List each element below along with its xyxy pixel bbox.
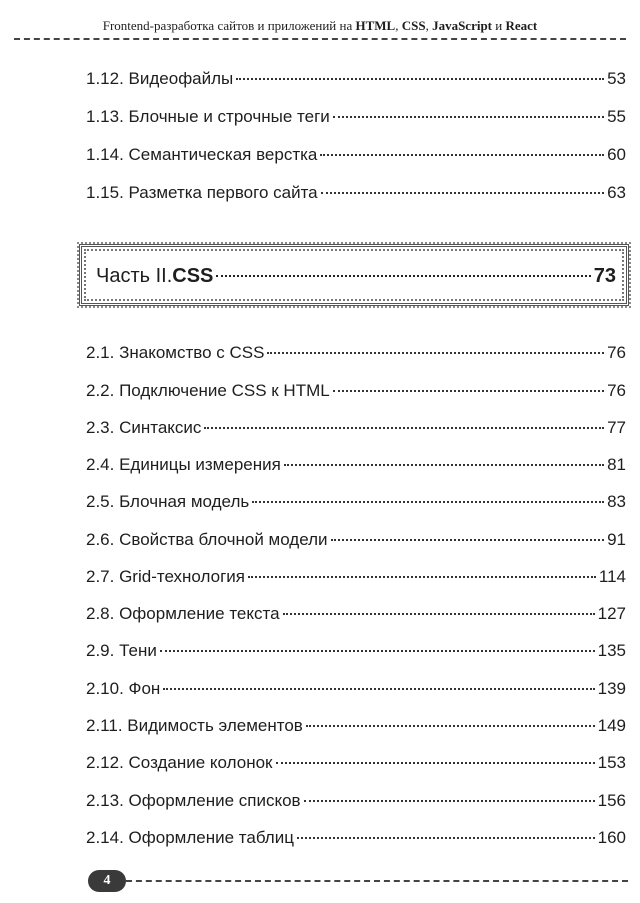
dot-leader bbox=[333, 116, 604, 118]
dot-leader bbox=[321, 192, 604, 194]
toc-entry-page: 156 bbox=[597, 791, 626, 810]
header-html: HTML bbox=[355, 18, 396, 33]
toc-entry-title: 1.12. Видеофайлы bbox=[86, 69, 234, 88]
toc-entry-title: 1.13. Блочные и строчные теги bbox=[86, 107, 330, 126]
toc-entry[interactable] bbox=[86, 714, 626, 738]
toc-entry-title: 2.3. Синтаксис bbox=[86, 418, 202, 437]
header-sep-2: , bbox=[425, 18, 433, 33]
dot-leader bbox=[331, 539, 605, 541]
toc-entry-title: 2.8. Оформление текста bbox=[86, 604, 280, 623]
toc-entry-title: 2.2. Подключение CSS к HTML bbox=[86, 381, 330, 400]
toc-entry[interactable] bbox=[86, 490, 626, 514]
dot-leader bbox=[160, 650, 595, 652]
toc-entry-page: 127 bbox=[597, 604, 626, 623]
toc-entry[interactable] bbox=[86, 528, 626, 552]
toc-entry-title: 1.14. Семантическая верстка bbox=[86, 145, 318, 164]
toc-entry[interactable] bbox=[86, 602, 626, 626]
dot-leader bbox=[304, 800, 595, 802]
toc-entry-title: 2.11. Видимость элементов bbox=[86, 716, 303, 735]
header-sep-1: , bbox=[395, 18, 402, 33]
toc-entry-title: 2.14. Оформление таблиц bbox=[86, 828, 294, 847]
toc-entry-title: 2.6. Свойства блочной модели bbox=[86, 530, 328, 549]
toc-entry-title: 2.9. Тени bbox=[86, 641, 157, 660]
toc-entry-page: 149 bbox=[597, 716, 626, 735]
dot-leader bbox=[283, 613, 595, 615]
toc-entry[interactable] bbox=[86, 379, 626, 403]
toc-entry-page: 114 bbox=[598, 567, 626, 586]
toc-entry-title: 2.5. Блочная модель bbox=[86, 492, 250, 511]
toc-entry[interactable] bbox=[86, 789, 626, 813]
toc-entry[interactable] bbox=[86, 416, 626, 440]
header-react: React bbox=[505, 18, 538, 33]
toc-entry-title: 2.1. Знакомство с CSS bbox=[86, 343, 265, 362]
toc-entry[interactable] bbox=[86, 751, 626, 775]
toc-entry-page: 139 bbox=[597, 679, 626, 698]
toc-entry-title: 2.4. Единицы измерения bbox=[86, 455, 281, 474]
dot-leader bbox=[236, 78, 604, 80]
toc-entry-page: 63 bbox=[607, 183, 626, 202]
toc-entry[interactable] bbox=[86, 826, 626, 850]
toc-entry[interactable] bbox=[86, 677, 626, 701]
toc-entry[interactable] bbox=[86, 341, 626, 365]
dot-leader bbox=[297, 837, 595, 839]
dot-leader bbox=[333, 390, 604, 392]
toc-entry-page: 135 bbox=[597, 641, 626, 660]
dot-leader bbox=[276, 762, 595, 764]
toc-entry-title: 2.13. Оформление списков bbox=[86, 791, 301, 810]
header-and: и bbox=[492, 18, 506, 33]
header-prefix: Frontend-разработка сайтов и приложений на bbox=[102, 18, 356, 33]
dot-leader bbox=[204, 427, 604, 429]
dot-leader bbox=[320, 154, 604, 156]
header-javascript: JavaScript bbox=[432, 18, 493, 33]
toc-entry-page: 83 bbox=[607, 492, 626, 511]
toc-entry[interactable] bbox=[86, 105, 626, 129]
toc-entry[interactable] bbox=[86, 143, 626, 167]
part-heading-label: Часть II. bbox=[96, 265, 173, 287]
footer-rule bbox=[126, 880, 628, 882]
part-heading-page: 73 bbox=[593, 265, 616, 287]
header-css: CSS bbox=[401, 18, 426, 33]
toc-entry-page: 53 bbox=[607, 69, 626, 88]
toc-entry-page: 55 bbox=[607, 107, 626, 126]
toc-entry-page: 81 bbox=[607, 455, 626, 474]
dot-leader bbox=[306, 725, 595, 727]
toc-entry-title: 2.10. Фон bbox=[86, 679, 161, 698]
toc-entry[interactable] bbox=[86, 639, 626, 663]
toc-entry-title: 2.7. Grid-технология bbox=[86, 567, 245, 586]
toc-entry-page: 77 bbox=[607, 418, 626, 437]
dot-leader bbox=[163, 688, 594, 690]
toc-entry[interactable] bbox=[86, 181, 626, 205]
toc-entry-page: 60 bbox=[607, 145, 626, 164]
toc-entry-page: 76 bbox=[607, 343, 626, 362]
running-header bbox=[0, 18, 640, 34]
dot-leader bbox=[216, 275, 590, 277]
toc-entry-page: 76 bbox=[607, 381, 626, 400]
toc-entry-title: 2.12. Создание колонок bbox=[86, 753, 273, 772]
page-number-badge: 4 bbox=[88, 870, 126, 892]
toc-entry-page: 153 bbox=[597, 753, 626, 772]
toc-entry-page: 91 bbox=[607, 530, 626, 549]
toc-entry-page: 160 bbox=[597, 828, 626, 847]
dot-leader bbox=[267, 352, 604, 354]
dot-leader bbox=[284, 464, 604, 466]
part-heading[interactable] bbox=[96, 263, 616, 289]
toc-entry[interactable] bbox=[86, 453, 626, 477]
part-heading-name: CSS bbox=[172, 265, 214, 287]
toc-entry[interactable] bbox=[86, 67, 626, 91]
dot-leader bbox=[252, 501, 604, 503]
header-rule bbox=[14, 38, 626, 40]
dot-leader bbox=[248, 576, 596, 578]
toc-entry-title: 1.15. Разметка первого сайта bbox=[86, 183, 318, 202]
toc-entry[interactable] bbox=[86, 565, 626, 589]
